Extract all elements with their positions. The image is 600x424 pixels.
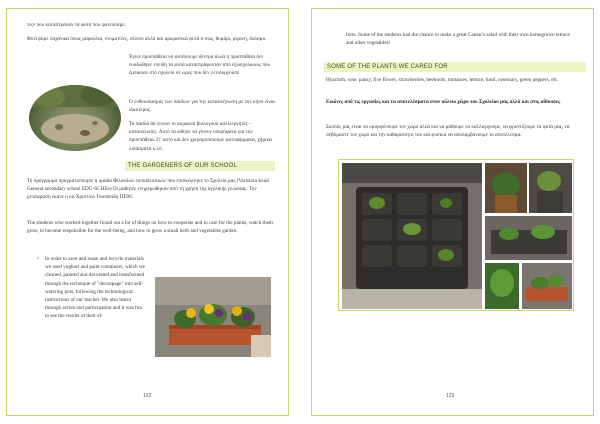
paragraph-plants: Φυτέψαμε λαχανικά όπως μαρούλια, ντοματίνες, σέλινο αλλά και αρωματικά φυτά ό-πως, θυμάρι, ρίγανη, δυόσμο. — [27, 36, 267, 42]
seedlings-photo-small — [485, 263, 519, 309]
garden-photo-oval — [29, 85, 121, 151]
paragraph-shade: Έγινε προσπάθεια να φυτέψουμε δέντρα αλλά η προσπάθεια δεν ευοδώθηκε επειδή τα φυτά καταστράφονταν από εξωσχολικούς που έμπαιναν στο σχολείο σε ώρες που δεν λειτουργούσε. — [129, 54, 271, 77]
potted-plant-photo-2 — [529, 163, 572, 213]
terracotta-planter-photo — [522, 263, 572, 309]
right-page — [311, 8, 594, 416]
list-item: • In order to save and reuse and recycle materials we used yoghurt and paint containers, which we cleaned, painted and decorated and transformed through the technique of "decoupage" into self-watering pots, following the technological instructions of our teacher. We also learnt through action and participation and it was fun to see the results of their ef- — [45, 255, 147, 321]
plant-trays-photo — [485, 216, 572, 260]
bullet-list — [45, 255, 147, 321]
paragraph-greek-program: Το πρόγραμμα πραγματοποίησε η ομάδα Φιλανδών εκπαιδευτικών που επισκέφτηκε το Σχολείο μας (Varistaru kouli General secondary school EDU-SCHEe) Οι μαθητές ενημερώθηκαν από τη χρήση της αγγλικής γλώσσας. Την μετάφραση έκανε η κα Χριστίνα Τσοπανίδη ΠΕ06. — [27, 178, 270, 201]
paragraph-english: The students who worked together found out a lot of things on how to cooperate and to care for the plants, watch them grow, to become responsible for the well-being, and how to grow a small herb and vegetables garden. — [27, 220, 273, 235]
potted-plant-photo-1 — [485, 163, 527, 213]
paragraph-inspiration: Τα παιδιά θα γίνουν οι αυριανοί βιολογικοί καλλιεργητές - καταναλωτές. Αυτό τα ώθησε να γίνουν υπερήφανα για την προσπάθεια. Γι' αυτό και δεν χρησιμοποιούμε φυτοφάρμακα, χημικά λιπάσματα κ.λπ. — [129, 121, 272, 152]
section-header-gardeners: THE GARDENERS OF OUR SCHOOL — [125, 161, 275, 171]
paragraph-enthusiasm: Ο ενθουσιασμός των παιδιών για την κατασκήνωση με τον κήπο είναι ιδιαίτερος. — [129, 99, 275, 114]
paragraph-purpose: Σκοπός μας είναι να ομορφύνουμε τον χώρο αλλά και να μάθουμε να καλλιεργούμε, να φροντίζουμε τα φυτά μας, να σεβόμαστε τον χώρο και την καθαριότητα του και φυσικά να απολαμβάνουμε το αποτέλεσμα. — [326, 124, 570, 139]
page-number-right: 123 — [446, 393, 455, 399]
seedling-tray-photo — [342, 163, 482, 309]
paragraph-continued: forts. Some of the students had the chance to make a great Caesar's salad with their own homegrown lettuce and other vegetables! — [346, 32, 570, 47]
flower-planter-photo — [155, 277, 271, 357]
page-number-left: 122 — [143, 393, 152, 399]
images-heading: Εικόνες από τις εργασίες και τα αποτελέσματα στον αύλειο χώρο του Σχολείου μας αλλά και στις αίθουσες — [326, 99, 561, 105]
left-page — [6, 8, 289, 416]
text-top-line: τες• που κατάστρεψαν τα φυτά που φυτεύσαμε. — [27, 22, 126, 28]
section-header-plants: SOME OF THE PLANTS WE CARED FOR — [324, 62, 586, 72]
plants-list: Hyacinth, rose, pansy, five flower, strawberries, beetroots, tomatoes, lettuce, basil, rosemary, green peppers, etc. — [326, 77, 559, 83]
photo-collage — [338, 159, 574, 311]
